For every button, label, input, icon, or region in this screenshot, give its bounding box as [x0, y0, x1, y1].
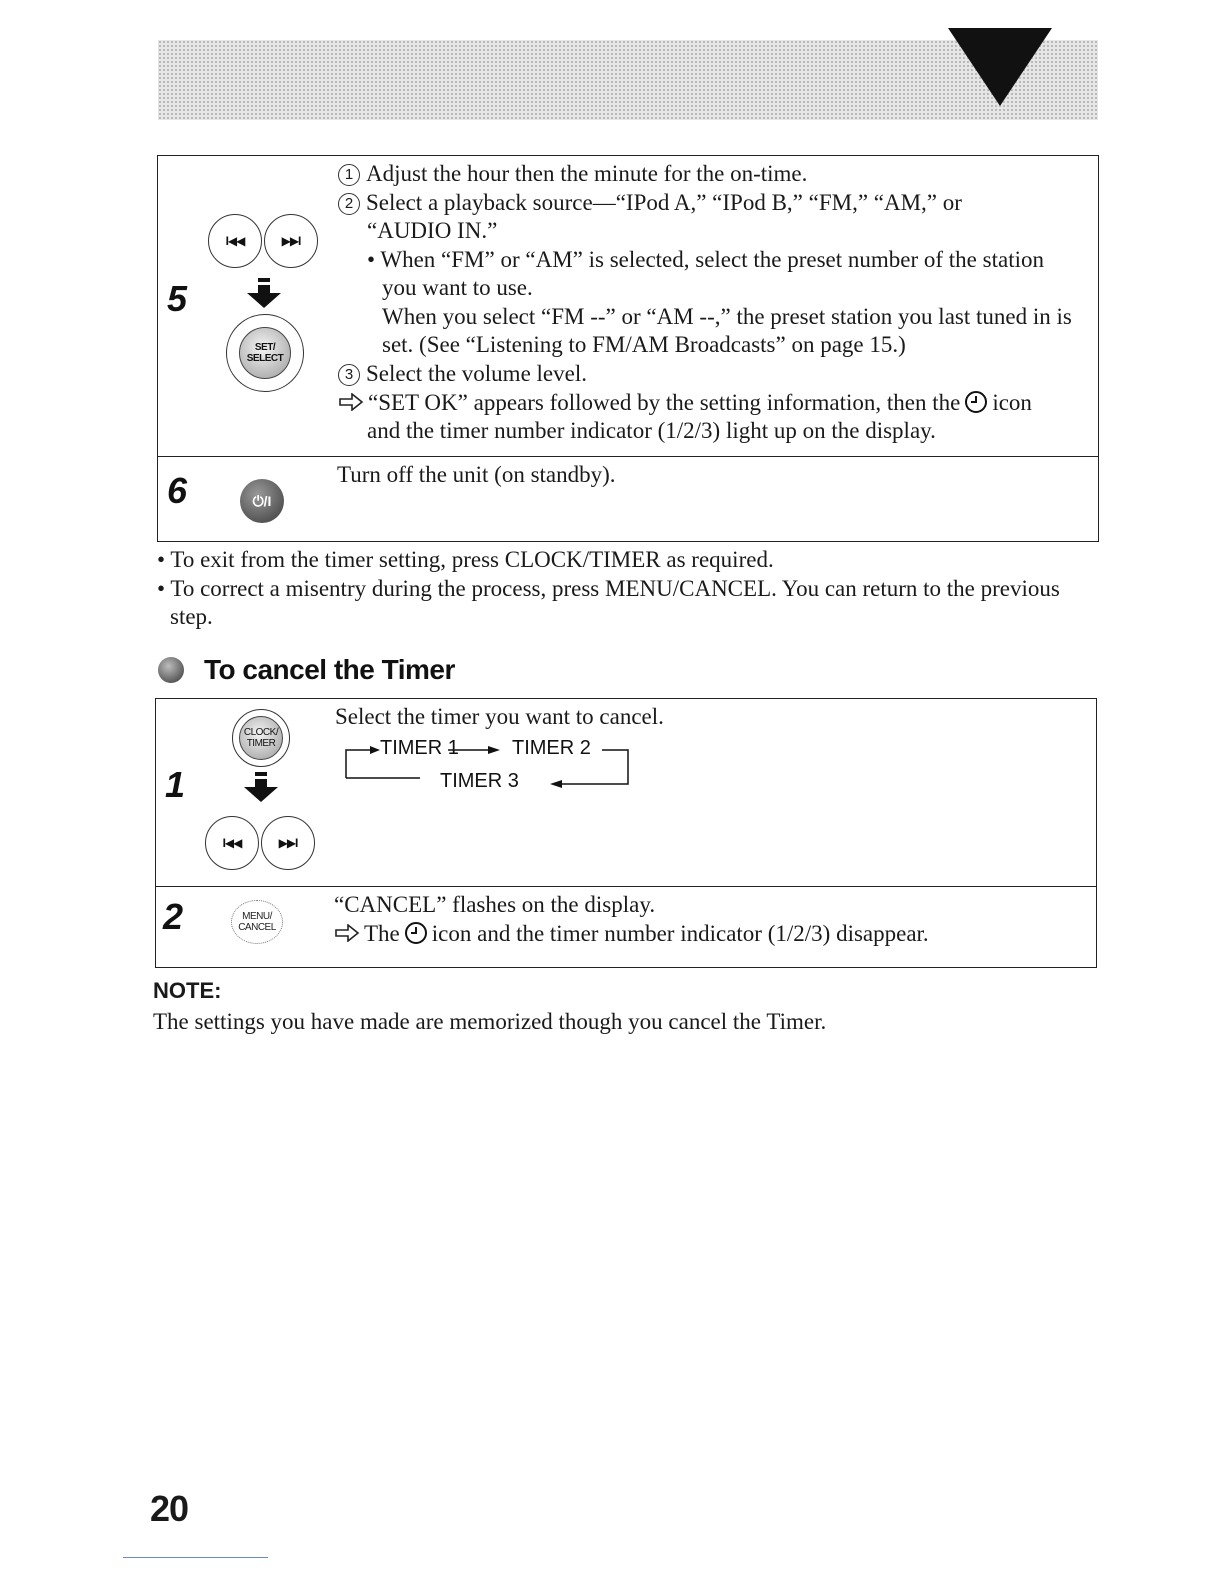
arrow-down-icon [244, 772, 278, 802]
prev-button: I◀◀ [205, 816, 259, 870]
step-5-number: 5 [167, 278, 188, 319]
timer-clock-icon [404, 921, 428, 945]
step-5-item-2-cont: “AUDIO IN.” [367, 218, 498, 243]
step-5-bullet-line-3: When you select “FM --” or “AM --,” the preset station you last tuned in is [382, 304, 1072, 329]
cancel-step-2-line-1: “CANCEL” flashes on the display. [334, 892, 656, 917]
clock-timer-button: CLOCK/ TIMER [239, 716, 283, 760]
circled-number: 3 [338, 364, 360, 386]
heading-bullet-icon [158, 657, 184, 683]
note-text: The settings you have made are memorized though you cancel the Timer. [153, 1009, 827, 1034]
note-correct-line-1: • To correct a misentry during the process, press MENU/CANCEL. You can return to the previous [157, 576, 1060, 601]
step-5-item-1: 1 Adjust the hour then the minute for the on-time. [338, 160, 807, 189]
step-6-box [157, 456, 1099, 542]
section-heading [158, 650, 455, 690]
flow-timer-2: TIMER 2 [512, 737, 591, 759]
step-5-item-2: 2 Select a playback source—“IPod A,” “IPod B,” “FM,” “AM,” or [338, 189, 962, 218]
arrow-down-icon [247, 278, 281, 308]
set-select-button-ring [226, 314, 304, 392]
power-button: ⏻/I [240, 479, 284, 523]
cancel-step-2-number: 2 [163, 896, 184, 937]
down-triangle-icon [948, 28, 1052, 106]
cancel-step-2-line-2: The icon and the timer number indicator (1/2/3) disappear. [334, 920, 929, 949]
circled-number: 1 [338, 164, 360, 186]
step-6-number: 6 [167, 470, 188, 511]
note-correct-line-2: step. [170, 604, 213, 629]
result-arrow-icon [334, 924, 360, 942]
note-label: NOTE: [153, 978, 222, 1003]
cancel-step-1-number: 1 [165, 764, 186, 805]
clock-timer-button-ring [232, 709, 290, 767]
section-heading-text: To cancel the Timer [204, 654, 455, 685]
step-5-result-line-2: and the timer number indicator (1/2/3) light up on the display. [367, 418, 936, 443]
circled-number: 2 [338, 193, 360, 215]
cancel-step-1-text: Select the timer you want to cancel. [335, 704, 664, 729]
step-5-result-line-1: “SET OK” appears followed by the setting information, then the icon [338, 389, 1032, 418]
step-5-bullet-line-2: you want to use. [382, 275, 533, 300]
footer-line [123, 1557, 268, 1558]
step-6-text: Turn off the unit (on standby). [337, 462, 616, 487]
flow-timer-1: TIMER 1 [380, 737, 459, 759]
menu-cancel-button: MENU/ CANCEL [231, 900, 283, 944]
flow-timer-3: TIMER 3 [440, 770, 519, 792]
result-arrow-icon [338, 393, 364, 411]
step-5-bullet-line-1: • When “FM” or “AM” is selected, select the preset number of the station [367, 247, 1044, 272]
note-exit: • To exit from the timer setting, press CLOCK/TIMER as required. [157, 547, 774, 572]
set-select-button: SET/ SELECT [239, 327, 291, 379]
prev-button: I◀◀ [208, 214, 262, 268]
next-button: ▶▶I [264, 214, 318, 268]
next-button: ▶▶I [261, 816, 315, 870]
step-5-bullet-line-4: set. (See “Listening to FM/AM Broadcasts” on page 15.) [382, 332, 906, 357]
step-5-item-3: 3 Select the volume level. [338, 360, 587, 389]
timer-clock-icon [964, 390, 988, 414]
page-number: 20 [150, 1488, 189, 1529]
